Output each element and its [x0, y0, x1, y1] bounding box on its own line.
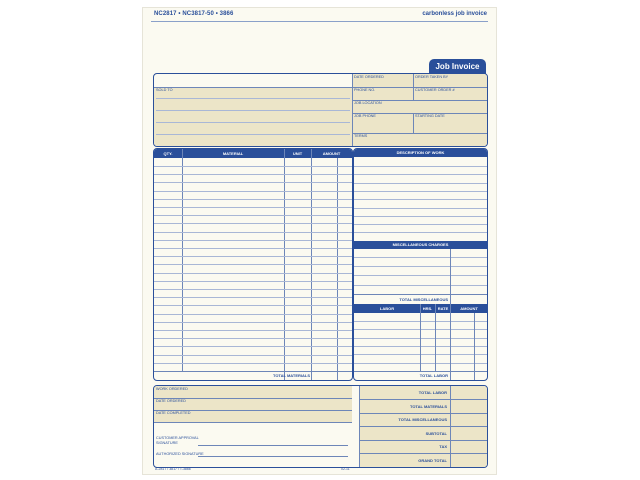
- ruled-line: [154, 191, 352, 192]
- footer-left: A-2817 / 3817 / T-3866: [155, 467, 191, 471]
- ruled-line: [154, 166, 352, 167]
- total-labor-label: TOTAL LABOR: [419, 373, 448, 378]
- terms-label: TERMS: [354, 134, 368, 138]
- authorized-signature-label: AUTHORIZED SIGNATURE: [156, 452, 204, 456]
- job-location-label: JOB LOCATION: [354, 101, 382, 105]
- customer-signature-label: CUSTOMER APPROVAL SIGNATURE: [156, 436, 199, 445]
- ruled-line: [154, 330, 352, 331]
- ruled-line: [154, 297, 352, 298]
- ruled-line: [154, 314, 352, 315]
- col-labor-amount: AMOUNT: [460, 306, 478, 311]
- ruled-line: [154, 363, 352, 364]
- date-completed-label: DATE COMPLETED: [156, 411, 191, 415]
- ruled-line: [154, 256, 352, 257]
- ruled-line: [154, 199, 352, 200]
- work-section: [353, 148, 488, 381]
- col-qty: QTY.: [163, 151, 173, 156]
- ruled-line: [354, 257, 487, 258]
- total-misc-label: TOTAL MISCELLANEOUS: [399, 297, 448, 302]
- ruled-line: [354, 199, 487, 200]
- ruled-line: [154, 289, 352, 290]
- col-material: MATERIAL: [222, 151, 244, 156]
- ruled-line: [154, 248, 352, 249]
- ruled-line: [354, 208, 487, 209]
- bottom-section: [153, 385, 488, 468]
- ruled-line: [354, 285, 487, 286]
- ruled-line: [154, 264, 352, 265]
- authorized-signature-line: [198, 456, 348, 457]
- description-header: DESCRIPTION OF WORK: [354, 149, 487, 157]
- header-rule: [151, 21, 488, 22]
- ruled-line: [154, 273, 352, 274]
- ruled-line: [154, 174, 352, 175]
- ruled-line: [154, 207, 352, 208]
- ruled-line: [354, 174, 487, 175]
- invoice-sheet: [143, 8, 496, 474]
- col-labor: LABOR: [379, 306, 395, 311]
- sum-total-materials: TOTAL MATERIALS: [409, 404, 447, 409]
- ruled-line: [154, 281, 352, 282]
- sold-to-label: SOLD TO: [156, 88, 173, 92]
- work-ordered-label: WORK ORDERED: [156, 387, 188, 391]
- sum-tax: TAX: [439, 444, 447, 449]
- ruled-line: [154, 355, 352, 356]
- product-name: carbonless job invoice: [422, 11, 487, 17]
- footer-right: 02-11: [341, 467, 350, 471]
- ruled-line: [154, 240, 352, 241]
- sum-total-misc: TOTAL MISCELLANEOUS: [398, 417, 447, 422]
- top-section: [153, 73, 488, 147]
- ruled-line: [354, 224, 487, 225]
- ruled-line: [154, 322, 352, 323]
- customer-signature-line: [198, 445, 348, 446]
- order-taken-by-label: ORDER TAKEN BY: [415, 75, 449, 79]
- sum-total-labor: TOTAL LABOR: [418, 390, 447, 395]
- ruled-line: [354, 191, 487, 192]
- ruled-line: [354, 166, 487, 167]
- sum-subtotal: SUBTOTAL: [425, 431, 447, 436]
- bottom-date-ordered-label: DATE ORDERED: [156, 399, 186, 403]
- ruled-line: [354, 266, 487, 267]
- ruled-line: [154, 223, 352, 224]
- ruled-line: [354, 232, 487, 233]
- col-hrs: HRS.: [422, 306, 433, 311]
- col-unit: UNIT: [292, 151, 303, 156]
- ruled-line: [154, 346, 352, 347]
- starting-date-label: STARTING DATE: [415, 114, 445, 118]
- customer-order-label: CUSTOMER ORDER #: [415, 88, 455, 92]
- total-materials-label: TOTAL MATERIALS: [272, 373, 310, 378]
- ruled-line: [354, 216, 487, 217]
- ruled-line: [154, 182, 352, 183]
- job-phone-label: JOB PHONE: [354, 114, 376, 118]
- ruled-line: [354, 275, 487, 276]
- ruled-line: [154, 338, 352, 339]
- ruled-line: [154, 232, 352, 233]
- materials-table: [153, 148, 353, 381]
- item-numbers: NC2817 • NC3817-50 • 3866: [154, 11, 234, 17]
- sum-grand-total: GRAND TOTAL: [418, 458, 447, 463]
- col-rate: RATE: [437, 306, 449, 311]
- ruled-line: [354, 183, 487, 184]
- sold-to-field: [154, 87, 352, 146]
- col-amount: AMOUNT: [322, 151, 341, 156]
- date-ordered-field: [352, 74, 487, 146]
- ruled-line: [154, 305, 352, 306]
- ruled-line: [154, 215, 352, 216]
- phone-no-label: PHONE NO.: [354, 88, 376, 92]
- misc-header: MISCELLANEOUS CHARGES: [354, 241, 487, 249]
- date-ordered-label: DATE ORDERED: [354, 75, 384, 79]
- form-title: Job Invoice: [429, 59, 486, 74]
